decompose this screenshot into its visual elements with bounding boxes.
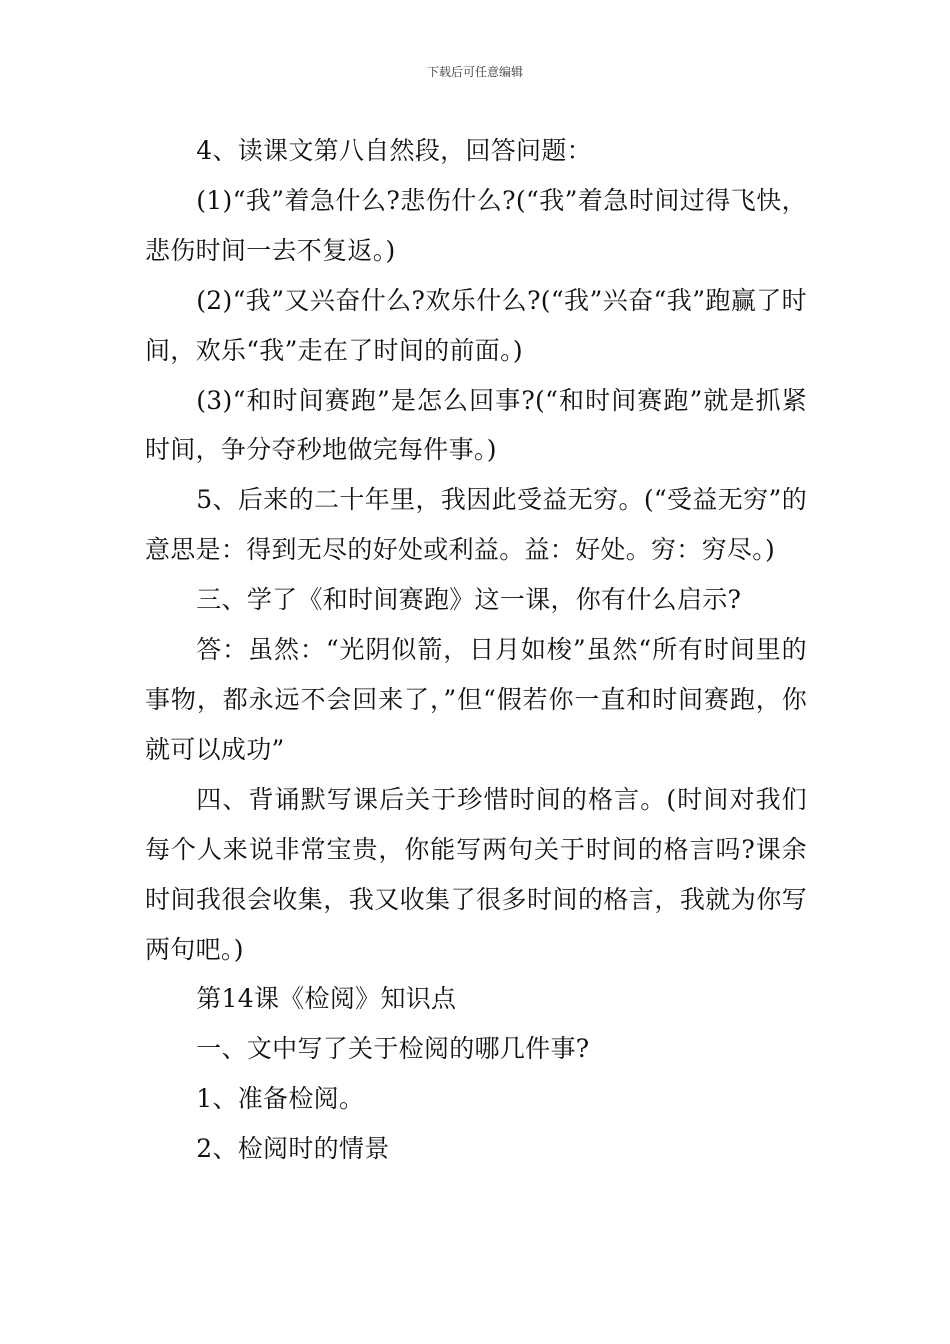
paragraph-answer: 答：虽然：“光阴似箭，日月如梭”虽然“所有时间里的事物，都永远不会回来了，”但“假若你一直和时间赛跑，你就可以成功” — [145, 635, 807, 764]
lesson-heading: 第14课《检阅》知识点 — [196, 984, 457, 1014]
paragraph-section-3: 三、学了《和时间赛跑》这一课，你有什么启示? — [196, 585, 742, 615]
paragraph-lesson-section-1: 一、文中写了关于检阅的哪几件事? — [196, 1034, 590, 1064]
paragraph-lesson-item-1: 1、准备检阅。 — [196, 1084, 365, 1114]
paragraph-section-4: 四、背诵默写课后关于珍惜时间的格言。(时间对我们每个人来说非常宝贵，你能写两句关于时间的格言吗?课余时间我很会收集，我又收集了很多时间的格言，我就为你写两句吧。) — [145, 784, 807, 964]
paragraph-item-5: 5、后来的二十年里，我因此受益无穷。(“受益无穷”的意思是：得到无尽的好处或利益。益：好处。穷：穷尽。) — [145, 485, 807, 565]
paragraph-reading-question: 4、读课文第八自然段，回答问题： — [196, 136, 592, 165]
document-body — [145, 126, 807, 1174]
page-header: 下载后可任意编辑 — [426, 65, 523, 79]
paragraph-question-2: (2)“我”又兴奋什么?欢乐什么?(“我”兴奋“我”跑赢了时间，欢乐“我”走在了时间的前面。) — [145, 285, 807, 365]
paragraph-question-3: (3)“和时间赛跑”是怎么回事?(“和时间赛跑”就是抓紧时间，争分夺秒地做完每件事。) — [145, 385, 807, 465]
paragraph-question-1: (1)“我”着急什么?悲伤什么?(“我”着急时间过得飞快，悲伤时间一去不复返。) — [145, 185, 807, 265]
paragraph-lesson-item-2: 2、检阅时的情景 — [196, 1134, 390, 1164]
